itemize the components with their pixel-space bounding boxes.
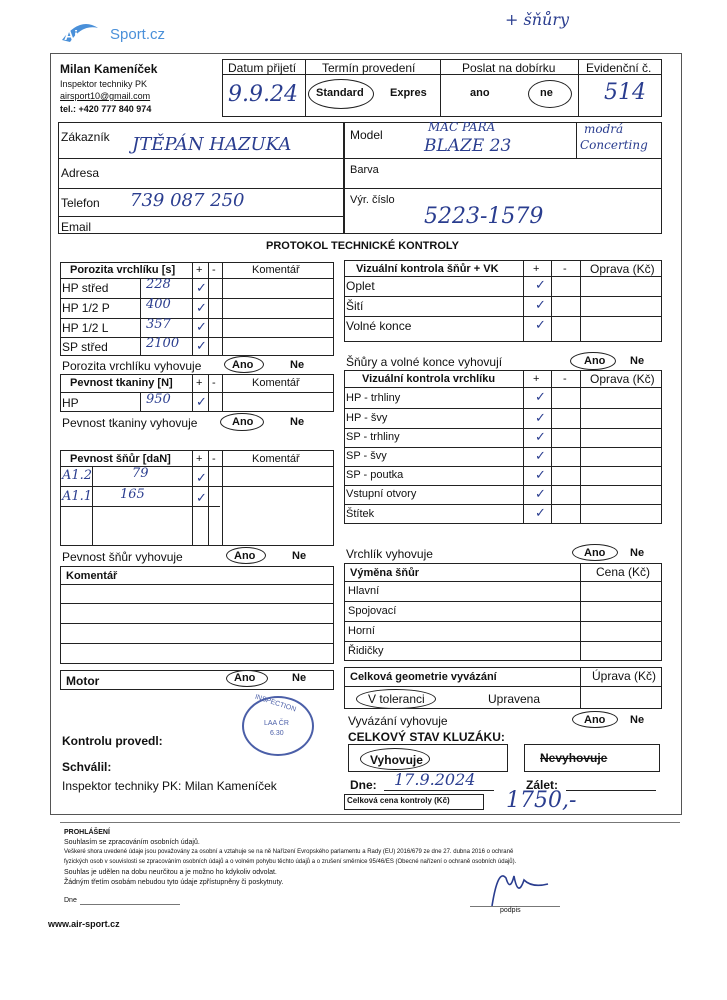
trim-no: Ne [630,714,645,726]
visual-canopy-row-label: Štítek [346,508,375,520]
declaration-date-label: Dne [64,897,77,904]
lines-strength-header: Pevnost šňůr [daN] [70,453,171,465]
received-label: Datum přijetí [228,61,297,75]
visual-lines-row-label: Šití [346,299,364,313]
trim-adjusted: Upravena [488,692,541,706]
company-email: airsport10@gmail.com [60,91,151,101]
visual-canopy-row-check: ✓ [535,410,546,425]
company-phone: tel.: +420 777 840 974 [60,104,152,114]
overall-pass: Vyhovuje [370,753,423,767]
overall-price-value: 1750,- [506,788,577,813]
fabric-minus: - [212,377,216,389]
lines-strength-row-check: ✓ [196,470,207,485]
declaration-line: Souhlasím se zpracováním osobních údajů. [64,839,200,846]
stamp-text: INSPECTION [253,693,297,714]
lines-strength-row-label: A1.2 [62,468,93,483]
email-label: Email [61,220,92,234]
visual-lines-row-check: ✓ [535,277,546,292]
overall-fail: Nevyhovuje [540,751,608,765]
overall-title: CELKOVÝ STAV KLUZÁKU: [348,730,505,744]
cod-label: Poslat na dobírku [462,61,556,75]
fabric-row-value: 950 [146,392,171,407]
visual-lines-row-check: ✓ [535,297,546,312]
visual-canopy-row-check: ✓ [535,429,546,444]
porosity-yes: Ano [232,359,254,371]
stamp-num: 6.30 [270,730,284,737]
porosity-row-check: ✓ [196,319,207,334]
visual-canopy-plus: + [533,373,540,385]
customer-value: JTĚPÁN HAZUKA [132,134,292,155]
porosity-row-label: HP 1/2 L [62,321,109,335]
lines-strength-row-value: 79 [132,466,149,481]
comment-header: Komentář [66,570,118,582]
line-replace-row: Řidičky [348,645,384,657]
deadline-standard: Standard [316,87,364,99]
overall-flight-label: Zálet: [526,778,559,792]
cod-yes: ano [470,87,490,99]
porosity-row-value: 228 [146,277,171,292]
color-label: Barva [350,164,379,176]
porosity-row-value: 2100 [146,336,180,351]
line-replace-price: Cena (Kč) [596,565,651,579]
motor-yes: Ano [234,672,256,684]
signoff-inspector: Inspektor techniky PK: Milan Kameníček [62,779,277,793]
record-value: 514 [604,80,646,105]
porosity-no: Ne [290,359,305,371]
motor-no: Ne [292,672,307,684]
model-note-2: Concerting [580,138,648,152]
overall-date-value: 17.9.2024 [394,770,476,789]
fabric-no: Ne [290,416,305,428]
visual-canopy-no: Ne [630,547,645,559]
protocol-title: PROTOKOL TECHNICKÉ KONTROLY [266,240,459,252]
visual-lines-no: Ne [630,355,645,367]
overall-price-label: Celková cena kontroly (Kč) [347,796,450,805]
lines-strength-row-label: A1.1 [62,489,93,504]
porosity-header: Porozita vrchlíku [s] [70,264,176,276]
declaration-line: Souhlas je udělen na dobu neurčitou a je možno ho kdykoliv odvolat. [64,869,277,876]
visual-lines-yes: Ano [584,355,606,367]
logo [60,20,180,50]
porosity-comment: Komentář [252,264,300,276]
customer-label: Zákazník [61,130,110,144]
visual-canopy-row-label: HP - trhliny [346,392,401,404]
logo-text: Air [64,27,84,43]
declaration-line: fyzických osob v souvislosti se zpracováním osobních údajů a o volném pohybu těchto údajů a o zrušení směrnice 95/46/ES (Obecné nařízení o ochraně osobních údajů). [64,859,517,865]
porosity-row-value: 357 [146,317,171,332]
lines-strength-row-check: ✓ [196,490,207,505]
lines-strength-yes: Ano [234,550,256,562]
trim-repair: Úprava (Kč) [592,669,657,683]
model-label: Model [350,128,383,142]
visual-lines-repair: Oprava (Kč) [590,262,655,276]
logo-brand: Sport.cz [110,26,166,43]
record-label: Evidenční č. [586,61,652,75]
visual-canopy-row-check: ✓ [535,448,546,463]
line-replace-header: Výměna šňůr [350,567,420,579]
porosity-plus: + [196,264,203,276]
porosity-row-label: HP střed [62,281,109,295]
visual-lines-row-check: ✓ [535,317,546,332]
line-replace-row: Spojovací [348,605,397,617]
lines-strength-comment: Komentář [252,453,300,465]
model-note-1: modrá [584,122,624,136]
visual-canopy-yes: Ano [584,547,606,559]
visual-canopy-row-check: ✓ [535,389,546,404]
porosity-row-check: ✓ [196,300,207,315]
visual-canopy-row-label: SP - švy [346,450,387,462]
fabric-yes: Ano [232,416,254,428]
lines-strength-no: Ne [292,550,307,562]
company-role: Inspektor techniky PK [60,79,148,89]
model-value-2: BLAZE 23 [424,136,512,156]
motor-label: Motor [66,674,100,688]
trim-yes: Ano [584,714,606,726]
declaration-title: PROHLÁŠENÍ [64,829,110,836]
visual-canopy-row-label: HP - švy [346,412,388,424]
visual-canopy-row-check: ✓ [535,486,546,501]
visual-canopy-row-label: Vstupní otvory [346,488,417,500]
address-label: Adresa [61,166,100,180]
line-replace-row: Horní [348,625,375,637]
lines-strength-minus: - [212,453,216,465]
line-replace-row: Hlavní [348,585,380,597]
visual-lines-row-label: Volné konce [346,319,412,333]
declaration-line: Veškeré shora uvedené údaje jsou považovány za osobní a vztahuje se na ně Nařízení Evropského parlamentu a Rady (EU) 2016/679 ze dne 27. dubna 2016 o ochraně [64,849,514,855]
porosity-row-value: 400 [146,297,171,312]
trim-header: Celková geometrie vyvázání [350,671,497,683]
signoff-approved: Schválil: [62,760,112,774]
deadline-express: Expres [390,87,427,99]
top-note: + šňůry [505,10,569,29]
fabric-header: Pevnost tkaniny [N] [70,377,173,389]
porosity-row-label: SP střed [62,340,108,354]
company-name: Milan Kameníček [60,62,158,76]
lines-strength-plus: + [196,453,203,465]
visual-canopy-row-label: SP - trhliny [346,431,400,443]
signature-icon [484,858,554,912]
trim-result-label: Vyvázání vyhovuje [348,714,448,728]
serial-value: 5223-1579 [424,204,544,229]
declaration-line: Žádným třetím osobám nebudou tyto údaje zpřístupněny či poskytnuty. [64,879,284,886]
phone-value: 739 087 250 [130,190,245,211]
deadline-label: Termín provedení [322,61,416,75]
received-value: 9.9.24 [228,82,298,107]
visual-canopy-header: Vizuální kontrola vrchlíku [362,373,496,385]
fabric-row-check: ✓ [196,394,207,409]
lines-strength-row-value: 165 [120,487,145,502]
visual-lines-row-label: Oplet [346,279,375,293]
model-value-1: MAC PARA [428,120,496,134]
visual-canopy-repair: Oprava (Kč) [590,372,655,386]
visual-lines-minus: - [563,263,567,275]
porosity-row-check: ✓ [196,280,207,295]
stamp-code: LAA ČR [264,720,289,727]
porosity-row-label: HP 1/2 P [62,301,110,315]
visual-lines-plus: + [533,263,540,275]
overall-date-label: Dne: [350,778,377,792]
visual-canopy-row-check: ✓ [535,505,546,520]
visual-lines-result-label: Šňůry a volné konce vyhovují [346,355,503,369]
serial-label: Výr. číslo [350,194,395,206]
visual-canopy-row-label: SP - poutka [346,469,404,481]
visual-canopy-minus: - [563,373,567,385]
visual-lines-header: Vizuální kontrola šňůr + VK [356,263,499,275]
porosity-minus: - [212,264,216,276]
lines-strength-result-label: Pevnost šňůr vyhovuje [62,550,183,564]
fabric-result-label: Pevnost tkaniny vyhovuje [62,416,198,430]
fabric-comment: Komentář [252,377,300,389]
visual-canopy-result-label: Vrchlík vyhovuje [346,547,433,561]
fabric-row-label: HP [62,396,79,410]
porosity-result-label: Porozita vrchlíku vyhovuje [62,359,202,373]
declaration-sign-label: podpis [500,907,521,914]
visual-canopy-row-check: ✓ [535,467,546,482]
trim-tolerance: V toleranci [368,692,425,706]
phone-label: Telefon [61,196,100,210]
footer-url: www.air-sport.cz [48,919,120,929]
fabric-plus: + [196,377,203,389]
cod-no: ne [540,87,553,99]
signoff-performed: Kontrolu provedl: [62,734,163,748]
inspection-stamp [242,693,314,756]
porosity-row-check: ✓ [196,338,207,353]
